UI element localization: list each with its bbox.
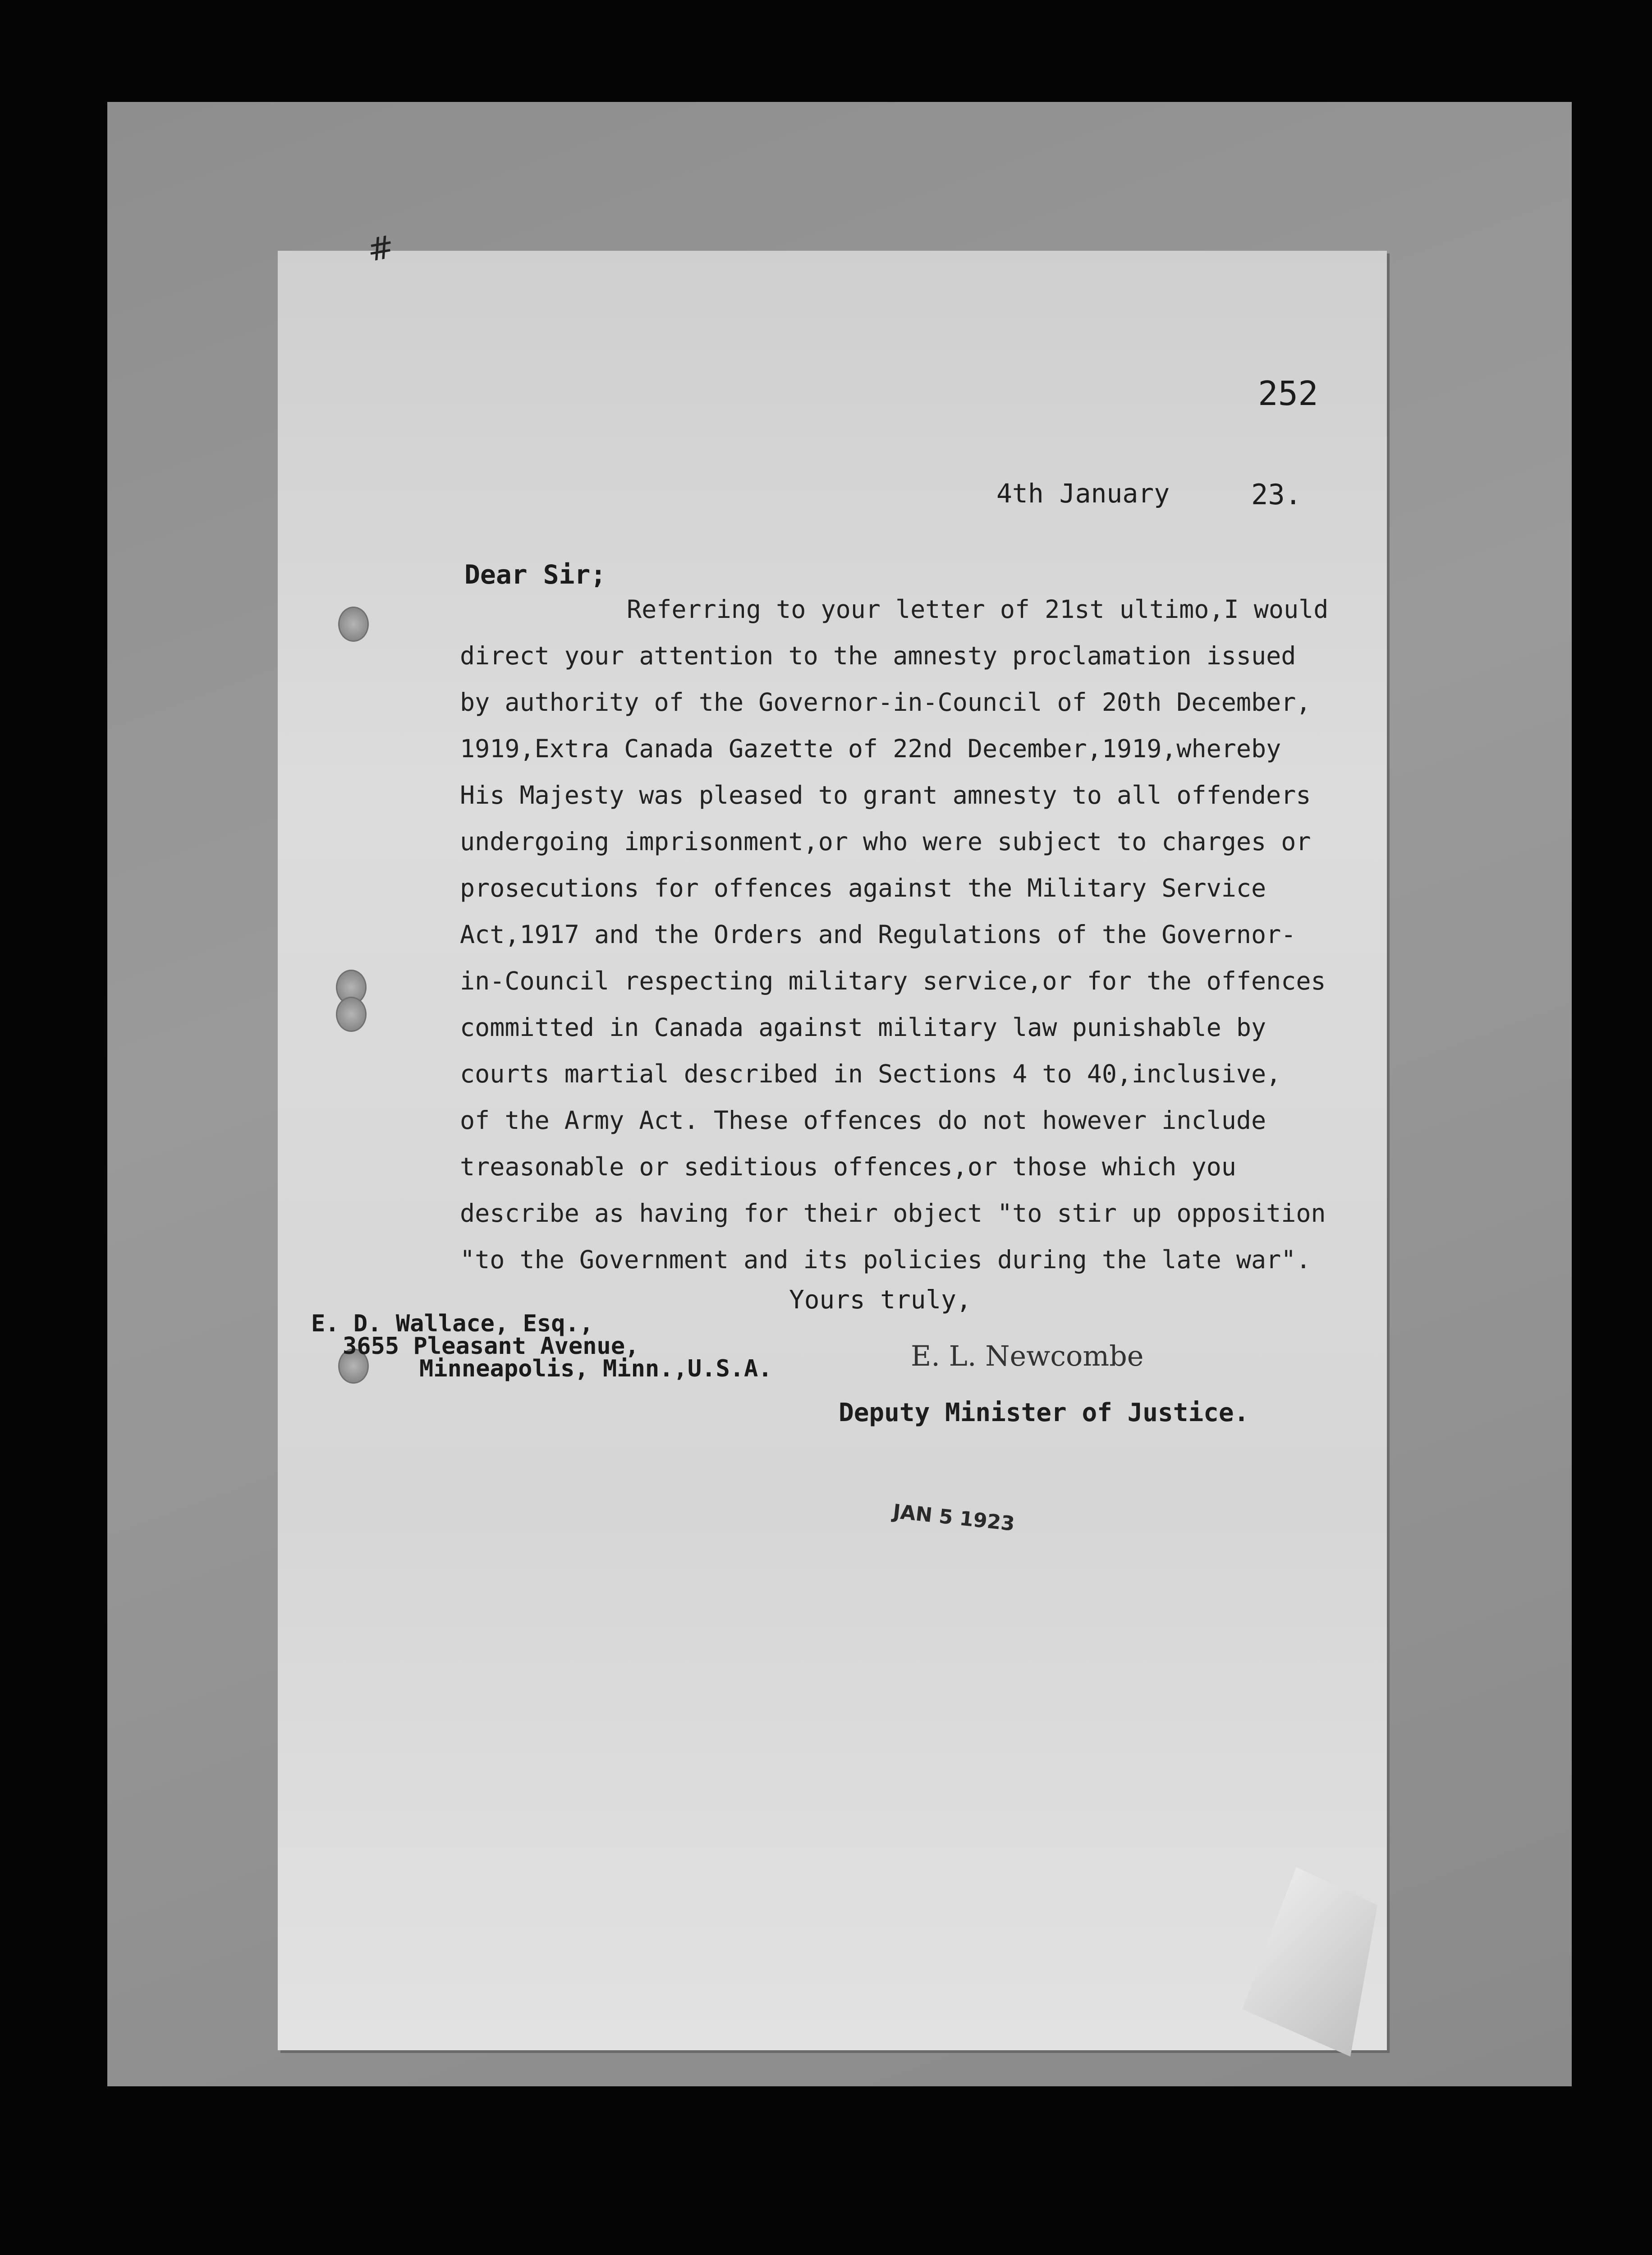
body-line: courts martial described in Sections 4 to 40,inclusive, (460, 1059, 1281, 1088)
body-line: treasonable or seditious offences,or those which you (460, 1152, 1236, 1181)
punch-hole-middle-lower (336, 997, 367, 1032)
body-line: describe as having for their object "to stir up opposition (460, 1199, 1326, 1228)
page-number: 252 (1258, 374, 1318, 413)
letter-date: 4th January (996, 478, 1170, 509)
body-line: "to the Government and its policies during the late war". (460, 1245, 1311, 1274)
recipient-name: E. D. Wallace, Esq., (311, 1310, 594, 1337)
body-line: of the Army Act. These offences do not however include (460, 1106, 1267, 1135)
body-line: by authority of the Governor-in-Council of 20th December, (460, 688, 1311, 717)
punch-hole-top (338, 607, 369, 642)
body-line: Referring to your letter of 21st ultimo,I would (627, 595, 1329, 624)
body-line: Act,1917 and the Orders and Regulations of the Governor- (460, 920, 1296, 949)
letter-date-year: 23. (1251, 478, 1302, 511)
body-line: in-Council respecting military service,or for the offences (460, 966, 1326, 995)
closing: Yours truly, (789, 1285, 972, 1315)
body-line: direct your attention to the amnesty proclamation issued (460, 641, 1296, 670)
body-line: 1919,Extra Canada Gazette of 22nd December,1919,whereby (460, 734, 1281, 763)
margin-mark: # (364, 228, 397, 269)
signer-title: Deputy Minister of Justice. (839, 1398, 1249, 1427)
signature: E. L. Newcombe (911, 1339, 1144, 1372)
recipient-city: Minneapolis, Minn.,U.S.A. (419, 1355, 772, 1382)
letter-body (460, 586, 1398, 1283)
body-line: prosecutions for offences against the Military Service (460, 874, 1267, 902)
body-line: committed in Canada against military law punishable by (460, 1013, 1267, 1042)
salutation: Dear Sir; (464, 559, 606, 590)
recipient-address (311, 1312, 772, 1380)
body-line: His Majesty was pleased to grant amnesty to all offenders (460, 781, 1311, 810)
recipient-street: 3655 Pleasant Avenue, (343, 1333, 639, 1360)
body-line: undergoing imprisonment,or who were subject to charges or (460, 827, 1311, 856)
received-stamp: JAN 5 1923 (892, 1500, 1016, 1536)
